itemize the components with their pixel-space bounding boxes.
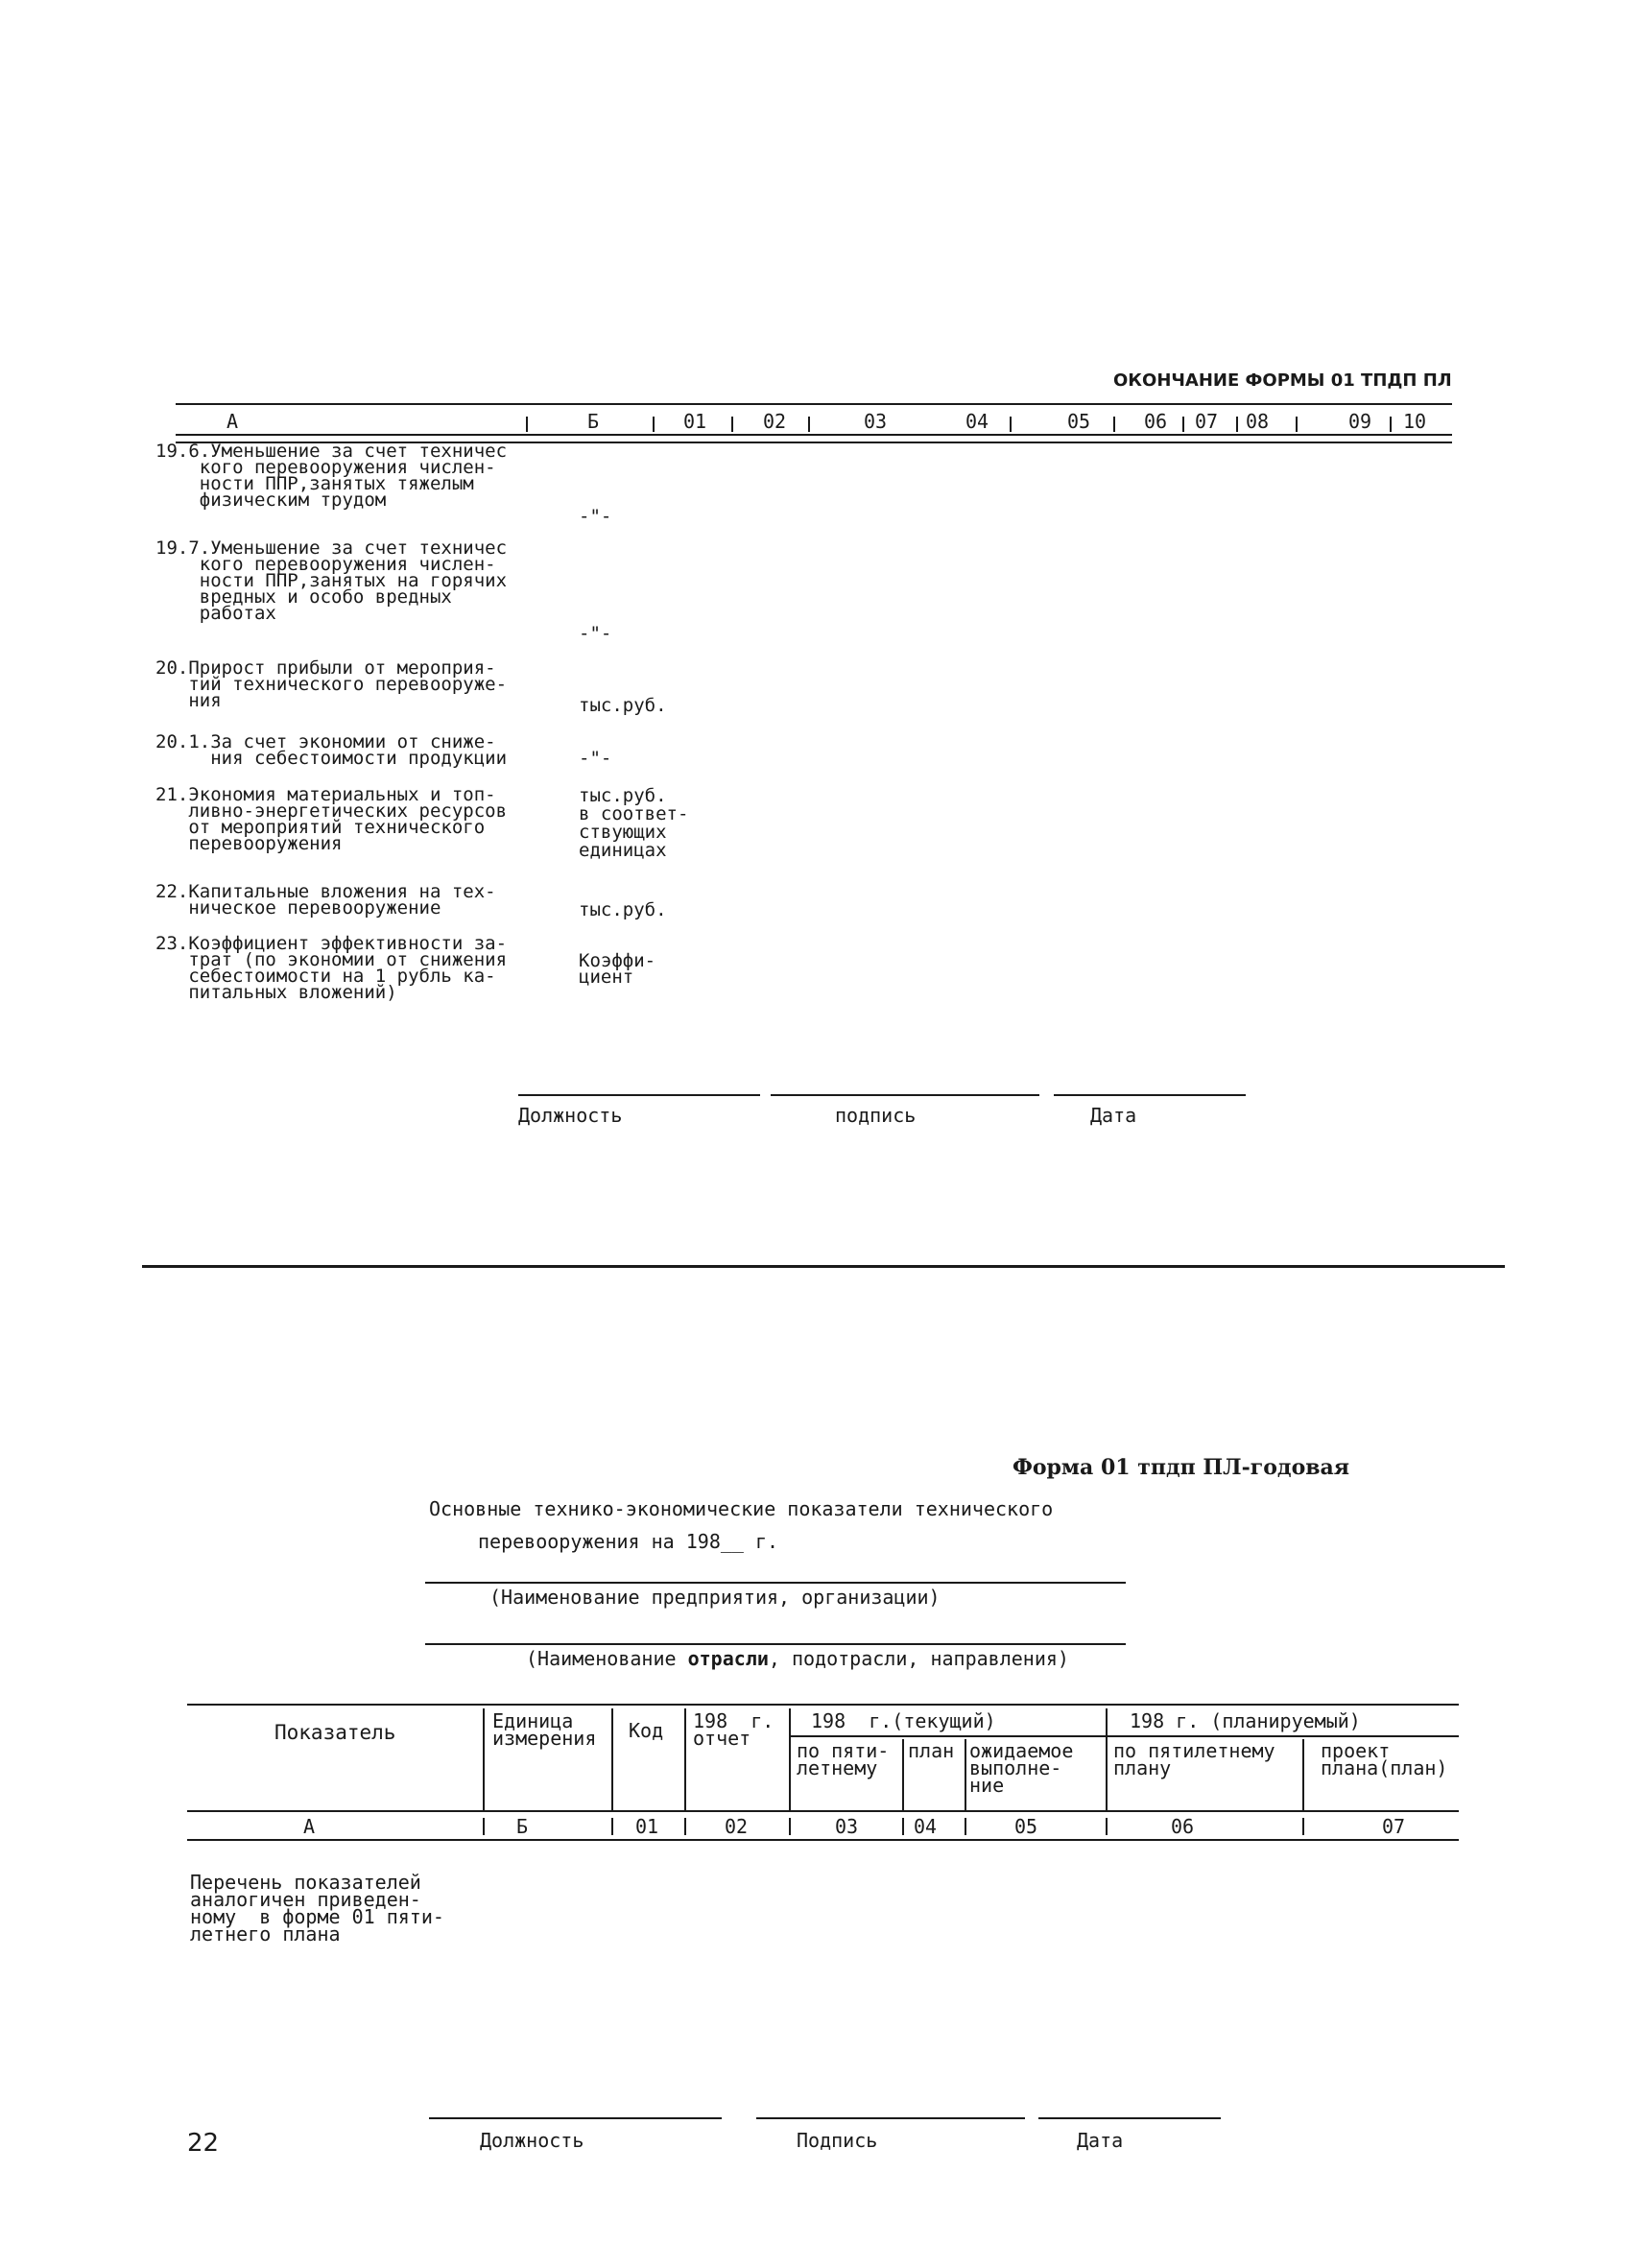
col-divider bbox=[653, 417, 655, 432]
row-23: 23.Коэффициент эффективности за- трат (по экономии от снижения себестоимости на 1 рубль ка- питальных вложений) bbox=[155, 933, 508, 1003]
bcol-b: Б bbox=[516, 1815, 529, 1838]
col-02: 02 bbox=[763, 410, 787, 433]
continuation-title: ОКОНЧАНИЕ ФОРМЫ 01 ТПДП ПЛ bbox=[1113, 370, 1452, 391]
form-title: Форма 01 тпдп ПЛ-годовая bbox=[1013, 1455, 1350, 1480]
page-cut-line bbox=[142, 1265, 1505, 1268]
group-underline bbox=[789, 1735, 1459, 1737]
row-20-1: 20.1.За счет экономии от сниже- ния себестоимости продукции bbox=[155, 731, 508, 769]
hdr-current-fiveyear: по пяти- летнему bbox=[797, 1739, 890, 1779]
industry-line bbox=[425, 1643, 1126, 1645]
hdr-indicator: Показатель bbox=[274, 1721, 396, 1744]
row-21: 21.Экономия материальных и топ- ливно-энергетических ресурсов от мероприятий технического перевооружения bbox=[155, 784, 508, 854]
col-divider bbox=[1390, 417, 1392, 432]
col-divider bbox=[684, 1708, 686, 1812]
col-divider bbox=[1296, 417, 1298, 432]
row-20: 20.Прирост прибыли от мероприя- тий технического перевооруже- ния bbox=[155, 657, 508, 711]
col-divider bbox=[902, 1739, 904, 1812]
heading-line1: Основные технико-экономические показатели технического bbox=[429, 1497, 1054, 1520]
bcol-07: 07 bbox=[1382, 1815, 1406, 1838]
bsig-label-signature: Подпись bbox=[797, 2129, 878, 2152]
col-divider bbox=[1182, 417, 1184, 432]
bsig-line-signature bbox=[756, 2117, 1025, 2119]
bcol-04: 04 bbox=[914, 1815, 938, 1838]
col-05: 05 bbox=[1067, 410, 1091, 433]
row-22: 22.Капитальные вложения на тех- ническое перевооружение bbox=[155, 881, 496, 919]
hdr-planned-fiveyear: по пятилетнему плану bbox=[1113, 1739, 1275, 1779]
enterprise-line bbox=[425, 1582, 1126, 1584]
row-19-6-unit: -"- bbox=[579, 506, 612, 527]
hdr-current-plan: план bbox=[908, 1739, 955, 1762]
bcol-a: А bbox=[303, 1815, 316, 1838]
col-divider bbox=[789, 1818, 791, 1835]
col-divider bbox=[526, 417, 528, 432]
col-divider bbox=[611, 1708, 613, 1812]
col-divider bbox=[731, 417, 733, 432]
col-01: 01 bbox=[683, 410, 707, 433]
col-b: Б bbox=[587, 410, 600, 433]
col-divider bbox=[965, 1739, 966, 1812]
col-06: 06 bbox=[1144, 410, 1168, 433]
col-divider bbox=[902, 1818, 904, 1835]
bottom-table-rule-top bbox=[187, 1704, 1459, 1706]
bsig-label-date: Дата bbox=[1077, 2129, 1124, 2152]
bcol-06: 06 bbox=[1171, 1815, 1195, 1838]
hdr-report: 198 г. отчет bbox=[693, 1709, 774, 1750]
sig-label-position: Должность bbox=[518, 1104, 623, 1127]
hdr-planned: 198 г. (планируемый) bbox=[1130, 1709, 1361, 1732]
col-divider bbox=[1113, 417, 1115, 432]
col-a: А bbox=[226, 410, 239, 433]
row-21-unit: тыс.руб. в соответ- ствующих единицах bbox=[579, 785, 689, 861]
bcol-05: 05 bbox=[1014, 1815, 1038, 1838]
sig-line-signature bbox=[771, 1094, 1039, 1096]
bcol-02: 02 bbox=[725, 1815, 749, 1838]
top-table-rule-top bbox=[176, 403, 1452, 405]
col-divider bbox=[1236, 417, 1238, 432]
industry-caption-bold: отрасли bbox=[687, 1647, 769, 1670]
row-19-7-unit: -"- bbox=[579, 623, 612, 644]
bsig-label-position: Должность bbox=[480, 2129, 584, 2152]
bcol-01: 01 bbox=[635, 1815, 659, 1838]
top-table-rule-header bbox=[176, 434, 1452, 436]
bcol-03: 03 bbox=[835, 1815, 859, 1838]
hdr-current-expected: ожидаемое выполне- ние bbox=[969, 1739, 1074, 1797]
heading-line2: перевооружения на 198__ г. bbox=[478, 1530, 779, 1553]
col-divider bbox=[483, 1708, 485, 1812]
page-number: 22 bbox=[187, 2129, 220, 2158]
bsig-line-date bbox=[1038, 2117, 1221, 2119]
sig-line-position bbox=[518, 1094, 760, 1096]
industry-caption bbox=[526, 1647, 1069, 1670]
col-divider bbox=[1302, 1818, 1304, 1835]
sig-line-date bbox=[1054, 1094, 1246, 1096]
col-divider bbox=[1010, 417, 1012, 432]
bsig-line-position bbox=[429, 2117, 722, 2119]
row-19-7: 19.7.Уменьшение за счет техничес кого перевооружения числен- ности ППР,занятых на горячих вредных и особо вредных работах bbox=[155, 537, 508, 624]
industry-caption-post: , подотрасли, направления) bbox=[768, 1647, 1069, 1670]
col-04: 04 bbox=[965, 410, 989, 433]
col-divider bbox=[1106, 1708, 1108, 1812]
col-divider bbox=[1302, 1739, 1304, 1812]
enterprise-caption: (Наименование предприятия, организации) bbox=[489, 1586, 941, 1609]
hdr-current: 198 г.(текущий) bbox=[811, 1709, 996, 1732]
col-divider bbox=[483, 1818, 485, 1835]
col-divider bbox=[965, 1818, 966, 1835]
row-22-unit: тыс.руб. bbox=[579, 899, 667, 920]
col-08: 08 bbox=[1246, 410, 1270, 433]
row-23-unit: Коэффи- циент bbox=[579, 950, 656, 988]
sig-label-signature: подпись bbox=[835, 1104, 917, 1127]
hdr-unit: Единица измерения bbox=[492, 1709, 597, 1750]
col-09: 09 bbox=[1348, 410, 1372, 433]
bottom-note: Перечень показателей аналогичен приведен- ному в форме 01 пяти- летнего плана bbox=[190, 1871, 444, 1946]
row-20-unit: тыс.руб. bbox=[579, 695, 667, 716]
hdr-code: Код bbox=[629, 1719, 664, 1742]
bottom-table-rule-header bbox=[187, 1810, 1459, 1812]
col-divider bbox=[789, 1708, 791, 1812]
col-03: 03 bbox=[864, 410, 888, 433]
col-divider bbox=[1106, 1818, 1108, 1835]
col-divider bbox=[611, 1818, 613, 1835]
bottom-table-rule-bottom bbox=[187, 1839, 1459, 1841]
col-07: 07 bbox=[1195, 410, 1219, 433]
row-20-1-unit: -"- bbox=[579, 748, 612, 769]
sig-label-date: Дата bbox=[1090, 1104, 1137, 1127]
col-divider bbox=[808, 417, 810, 432]
col-10: 10 bbox=[1403, 410, 1427, 433]
col-divider bbox=[684, 1818, 686, 1835]
industry-caption-pre: (Наименование bbox=[526, 1647, 688, 1670]
row-19-6: 19.6.Уменьшение за счет техничес кого перевооружения числен- ности ППР,занятых тяжелым физическим трудом bbox=[155, 441, 508, 511]
hdr-planned-project: проект плана(план) bbox=[1321, 1739, 1448, 1779]
